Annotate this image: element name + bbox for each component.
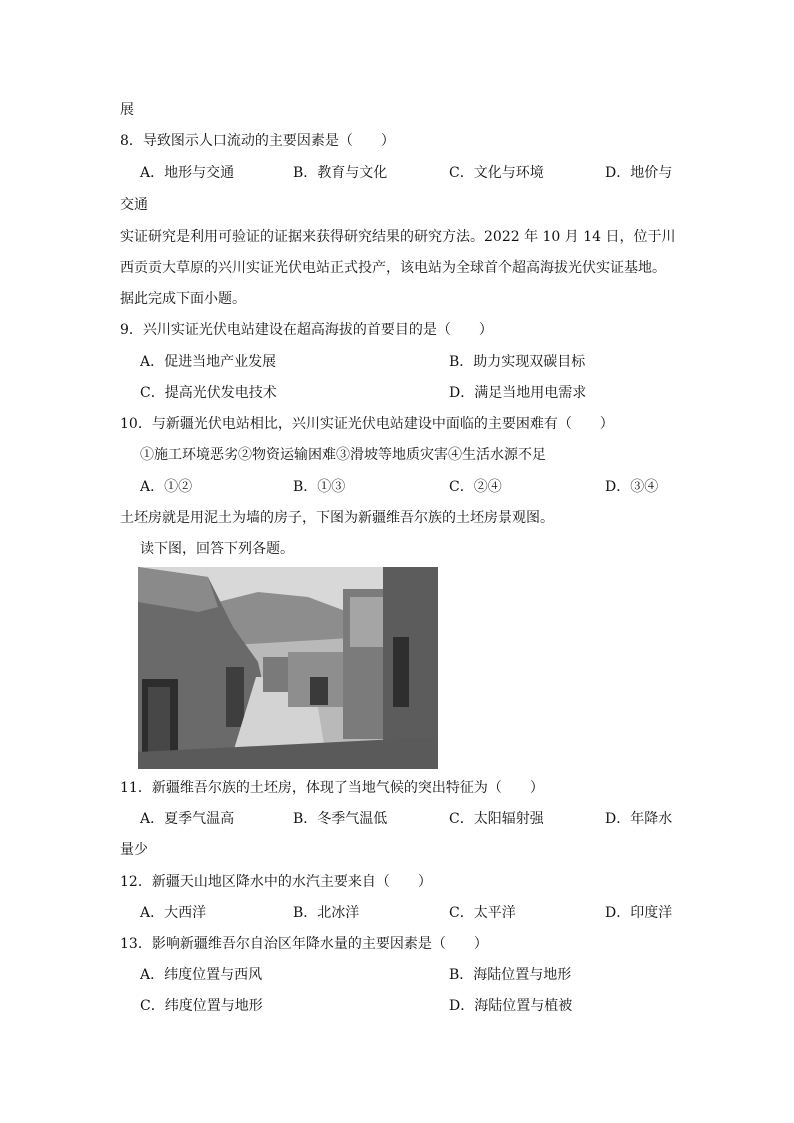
- q12-stem: 12．新疆天山地区降水中的水汽主要来自（ ）: [120, 874, 432, 890]
- q13-option-d: D．海陆位置与植被: [449, 998, 573, 1014]
- q11-cont: 量少: [120, 842, 148, 858]
- q11-option-b: B．冬季气温低: [293, 811, 388, 827]
- q11-option-c: C．太阳辐射强: [449, 811, 544, 827]
- q9-option-b: B．助力实现双碳目标: [449, 354, 586, 370]
- q13-option-a: A．纬度位置与西风: [140, 967, 263, 983]
- q8-option-c: C．文化与环境: [449, 165, 544, 181]
- passage1-line2: 西贡贡大草原的兴川实证光伏电站正式投产，该电站为全球首个超高海拔光伏实证基地。: [120, 260, 666, 276]
- q13-option-b: B．海陆位置与地形: [449, 967, 572, 983]
- q9-option-a: A．促进当地产业发展: [140, 354, 277, 370]
- q11-stem: 11．新疆维吾尔族的土坯房，体现了当地气候的突出特征为（ ）: [120, 780, 544, 796]
- adobe-house-photo: [138, 567, 438, 769]
- q12-option-a: A．大西洋: [140, 905, 207, 921]
- q9-option-c: C．提高光伏发电技术: [140, 385, 277, 401]
- q10-option-b: B．①③: [293, 479, 346, 495]
- q10-option-d: D．③④: [605, 479, 659, 495]
- q9-option-d: D．满足当地用电需求: [449, 385, 587, 401]
- q11-option-a: A．夏季气温高: [140, 811, 235, 827]
- q8-option-a: A．地形与交通: [140, 165, 235, 181]
- q8-option-d: D．地价与: [605, 165, 673, 181]
- q8-option-b: B．教育与文化: [293, 165, 388, 181]
- q9-stem: 9．兴川实证光伏电站建设在超高海拔的首要目的是（ ）: [120, 322, 493, 338]
- q8-stem: 8．导致图示人口流动的主要因素是（ ）: [120, 133, 395, 149]
- q12-option-b: B．北冰洋: [293, 905, 360, 921]
- cont-top: 展: [120, 102, 134, 118]
- q12-option-d: D．印度洋: [605, 905, 673, 921]
- q11-option-d: D．年降水: [605, 811, 673, 827]
- q10-option-a: A．①②: [140, 479, 193, 495]
- passage2-line1: 土坯房就是用泥土为墙的房子，下图为新疆维吾尔族的土坯房景观图。: [120, 510, 554, 526]
- passage1-line1: 实证研究是利用可验证的证据来获得研究结果的研究方法。2022 年 10 月 14 日，位于川: [120, 229, 676, 245]
- q10-items: ①施工环境恶劣②物资运输困难③滑坡等地质灾害④生活水源不足: [140, 447, 546, 463]
- q13-option-c: C．纬度位置与地形: [140, 998, 263, 1014]
- passage1-line3: 据此完成下面小题。: [120, 291, 246, 307]
- q12-option-c: C．太平洋: [449, 905, 516, 921]
- q10-stem: 10．与新疆光伏电站相比，兴川实证光伏电站建设中面临的主要困难有（ ）: [120, 416, 614, 432]
- q10-option-c: C．②④: [449, 479, 502, 495]
- q13-stem: 13．影响新疆维吾尔自治区年降水量的主要因素是（ ）: [120, 936, 488, 952]
- q8-cont: 交通: [120, 197, 148, 213]
- passage2-line2: 读下图，回答下列各题。: [140, 541, 294, 557]
